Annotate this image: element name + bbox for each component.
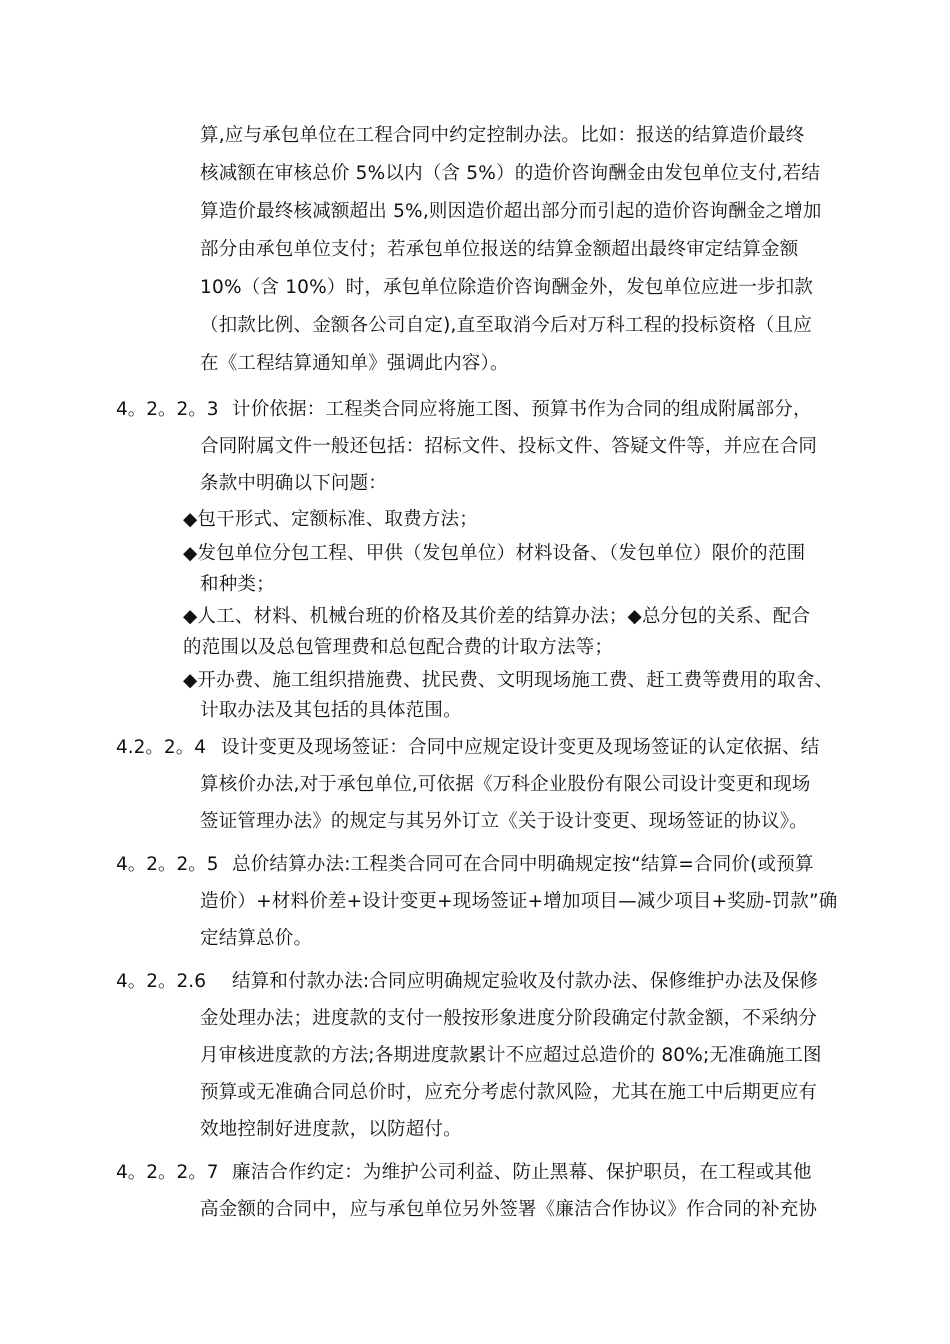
bullet-item: 计取办法及其包括的具体范围。	[200, 700, 462, 721]
text-line: 金处理办法；进度款的支付一般按形象进度分阶段确定付款金额，不采纳分	[200, 1008, 818, 1029]
section-number: 4。2。2。5	[116, 854, 219, 875]
text-line: 合同附属文件一般还包括：招标文件、投标文件、答疑文件等，并应在合同	[200, 436, 818, 457]
text-line: 月审核进度款的方法;各期进度款累计不应超过总造价的 80%;无准确施工图	[200, 1045, 822, 1066]
text-line: 定结算总价。	[200, 928, 313, 949]
text-line: 总价结算办法:工程类合同可在合同中明确规定按“结算=合同价(或预算	[232, 854, 814, 875]
text-line: 廉洁合作约定：为维护公司利益、防止黑幕、保护职员，在工程或其他	[232, 1162, 812, 1183]
bullet-item: 和种类；	[200, 574, 275, 595]
text-line: 高金额的合同中，应与承包单位另外签署《廉洁合作协议》作合同的补充协	[200, 1199, 818, 1220]
bullet-item: 的范围以及总包管理费和总包配合费的计取方法等；	[183, 637, 614, 658]
text-line: 10%（含 10%）时，承包单位除造价咨询酬金外，发包单位应进一步扣款	[200, 277, 814, 298]
text-line: 算核价办法,对于承包单位,可依据《万科企业股份有限公司设计变更和现场	[200, 774, 811, 795]
section-number: 4。2。2.6	[116, 971, 206, 992]
section-number: 4。2。2。3	[116, 399, 219, 420]
section-number: 4.2。2。4	[116, 737, 206, 758]
text-line: 造价）+材料价差+设计变更+现场签证+增加项目—减少项目+奖励-罚款”确	[200, 891, 838, 912]
text-line: （扣款比例、金额各公司自定),直至取消今后对万科工程的投标资格（且应	[200, 315, 812, 336]
text-line: 效地控制好进度款，以防超付。	[200, 1119, 462, 1140]
text-line: 核减额在审核总价 5%以内（含 5%）的造价咨询酬金由发包单位支付,若结	[200, 163, 821, 184]
text-line: 在《工程结算通知单》强调此内容）。	[200, 353, 509, 374]
bullet-item: ◆开办费、施工组织措施费、扰民费、文明现场施工费、赶工费等费用的取舍、	[183, 670, 834, 691]
text-line: 条款中明确以下问题：	[200, 473, 388, 494]
bullet-item: ◆人工、材料、机械台班的价格及其价差的结算办法；◆总分包的关系、配合	[183, 606, 811, 627]
text-line: 算造价最终核减额超出 5%,则因造价超出部分而引起的造价咨询酬金之增加	[200, 201, 822, 222]
bullet-item: ◆发包单位分包工程、甲供（发包单位）材料设备、（发包单位）限价的范围	[183, 543, 806, 564]
bullet-item: ◆包干形式、定额标准、取费方法；	[183, 509, 478, 530]
text-line: 签证管理办法》的规定与其另外订立《关于设计变更、现场签证的协议》。	[200, 811, 808, 832]
text-line: 计价依据：工程类合同应将施工图、预算书作为合同的组成附属部分，	[232, 399, 812, 420]
text-line: 算,应与承包单位在工程合同中约定控制办法。比如：报送的结算造价最终	[200, 125, 805, 146]
text-line: 设计变更及现场签证：合同中应规定设计变更及现场签证的认定依据、结	[221, 737, 820, 758]
text-line: 预算或无准确合同总价时，应充分考虑付款风险，尤其在施工中后期更应有	[200, 1082, 818, 1103]
section-number: 4。2。2。7	[116, 1162, 219, 1183]
text-line: 结算和付款办法:合同应明确规定验收及付款办法、保修维护办法及保修	[232, 971, 819, 992]
text-line: 部分由承包单位支付；若承包单位报送的结算金额超出最终审定结算金额	[200, 239, 799, 260]
